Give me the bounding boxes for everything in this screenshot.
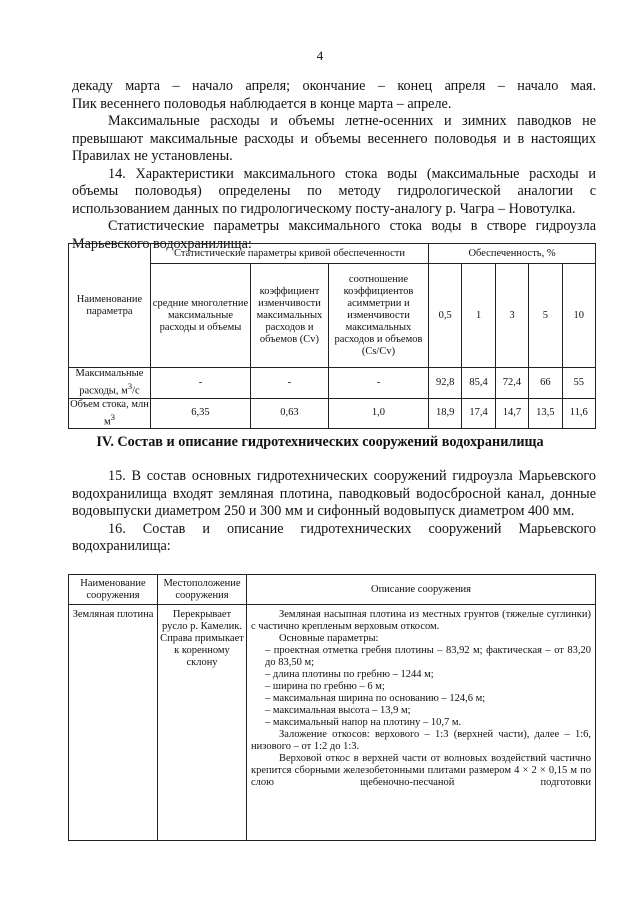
struct-header-desc: Описание сооружения [247, 575, 596, 605]
desc-head: – максимальный напор на плотину – 10,7 м. [265, 717, 462, 728]
cell-mean: - [150, 368, 250, 399]
cell-value: 85,4 [462, 368, 495, 399]
desc-intro: Земляная насыпная плотина из местных грунтов (тяжелые суглинки) с частично крепленым верховым откосом. [251, 609, 591, 632]
prob-col-header: 3 [495, 264, 528, 368]
structures-table [68, 574, 596, 841]
desc-crest: – проектная отметка гребня плотины – 83,92 м; фактическая – от 83,20 до 83,50 м; [265, 645, 591, 668]
struct-location: Перекрывает русло р. Камелик. Справа примыкает к коренному склону [158, 605, 247, 841]
table-row [69, 368, 596, 399]
cell-value: 11,6 [562, 398, 595, 429]
paragraph-flood-start: декаду марта – начало апреля; окончание – конец апреля – начало мая. [72, 78, 596, 94]
paragraph-14: 14. Характеристики максимального стока воды (максимальные расходы и объемы половодья) определены по методу гидрологической аналогии с использованием данных по гидрологическому посту-аналогу р. Чагра – Новотулка. [72, 165, 596, 217]
struct-header-name: Наименование сооружения [69, 575, 158, 605]
cell-value: 14,7 [495, 398, 528, 429]
paragraph-stat-intro: Статистические параметры максимального стока воды в створе гидроузла Марьевского водохранилища: [72, 218, 596, 252]
row-name: Максимальные расходы, $м^3/с$ [69, 368, 151, 399]
paragraph-summer-floods: Максимальные расходы и объемы летне-осенних и зимних паводков не превышают максимальные расходы и объемы весеннего половодья и в настоящих Правилах не установлены. [72, 113, 596, 164]
desc-protection: Верховой откос в верхней части от волновых воздействий частично крепится сборными железобетонными плитами размером 4 × 2 × 0,15 м по слою щебеночно-песчаной подготовки [251, 753, 591, 788]
table-row [69, 605, 596, 841]
cell-value: 13,5 [529, 398, 562, 429]
section-heading: IV. Состав и описание гидротехнических сооружений водохранилища [96, 434, 544, 450]
prob-col-header: 10 [562, 264, 595, 368]
desc-width-base: – максимальная ширина по основанию – 124,6 м; [265, 693, 486, 704]
cell-value: 18,9 [429, 398, 462, 429]
page-number: 4 [316, 48, 324, 63]
cell-value: 66 [529, 368, 562, 399]
cell-value: 72,4 [495, 368, 528, 399]
desc-height: – максимальная высота – 13,9 м; [265, 705, 411, 716]
col-cv-header: коэффициент изменчивости максимальных расходов и объемов (Cv) [251, 264, 329, 368]
struct-header-location: Местоположение сооружения [158, 575, 247, 605]
prob-col-header: 0,5 [429, 264, 462, 368]
struct-description [247, 605, 596, 841]
row-name: Объем стока, млн $м^3$ [70, 398, 149, 427]
cell-cv: - [251, 368, 329, 399]
col-cs-header: соотношение коэффициентов асимметрии и изменчивости максимальных расходов и объемов (Cs/Cv) [328, 264, 428, 368]
desc-length: – длина плотины по гребню – 1244 м; [265, 669, 434, 680]
table-row [69, 398, 596, 429]
stat-header-name: Наименование параметра [69, 244, 151, 368]
cell-value: 92,8 [429, 368, 462, 399]
prob-col-header: 1 [462, 264, 495, 368]
prob-header-group: Обеспеченность, % [429, 244, 596, 264]
struct-name: Земляная плотина [69, 605, 158, 841]
desc-params-title: Основные параметры: [279, 633, 379, 644]
cell-cv: 0,63 [251, 398, 329, 429]
cell-value: 17,4 [462, 398, 495, 429]
cell-mean: 6,35 [150, 398, 250, 429]
intro-text [72, 78, 596, 253]
paragraph-16: 16. Состав и описание гидротехнических сооружений Марьевского водохранилища: [72, 520, 596, 554]
statistics-table [68, 243, 596, 429]
desc-slopes: Заложение откосов: верхового – 1:3 (верхней части), далее – 1:6, низового – от 1:2 до 1:3. [251, 729, 591, 752]
stat-header-group: Статистические параметры кривой обеспеченности [150, 244, 428, 264]
cell-cs: 1,0 [328, 398, 428, 429]
paragraph-15: 15. В состав основных гидротехнических сооружений гидроузла Марьевского водохранилища входят земляная плотина, паводковый водосбросной канал, донные водовыпуски диаметром 250 и 300 мм и сифонный водовыпуск диаметром 400 мм. [72, 468, 596, 519]
col-mean-header: средние многолетние максимальные расходы и объемы [150, 264, 250, 368]
cell-value: 55 [562, 368, 595, 399]
paragraph-flood-peak: Пик весеннего половодья наблюдается в конце марта – апреле. [72, 95, 452, 112]
section-text [72, 468, 596, 556]
prob-col-header: 5 [529, 264, 562, 368]
desc-width-crest: – ширина по гребню – 6 м; [265, 681, 385, 692]
cell-cs: - [328, 368, 428, 399]
